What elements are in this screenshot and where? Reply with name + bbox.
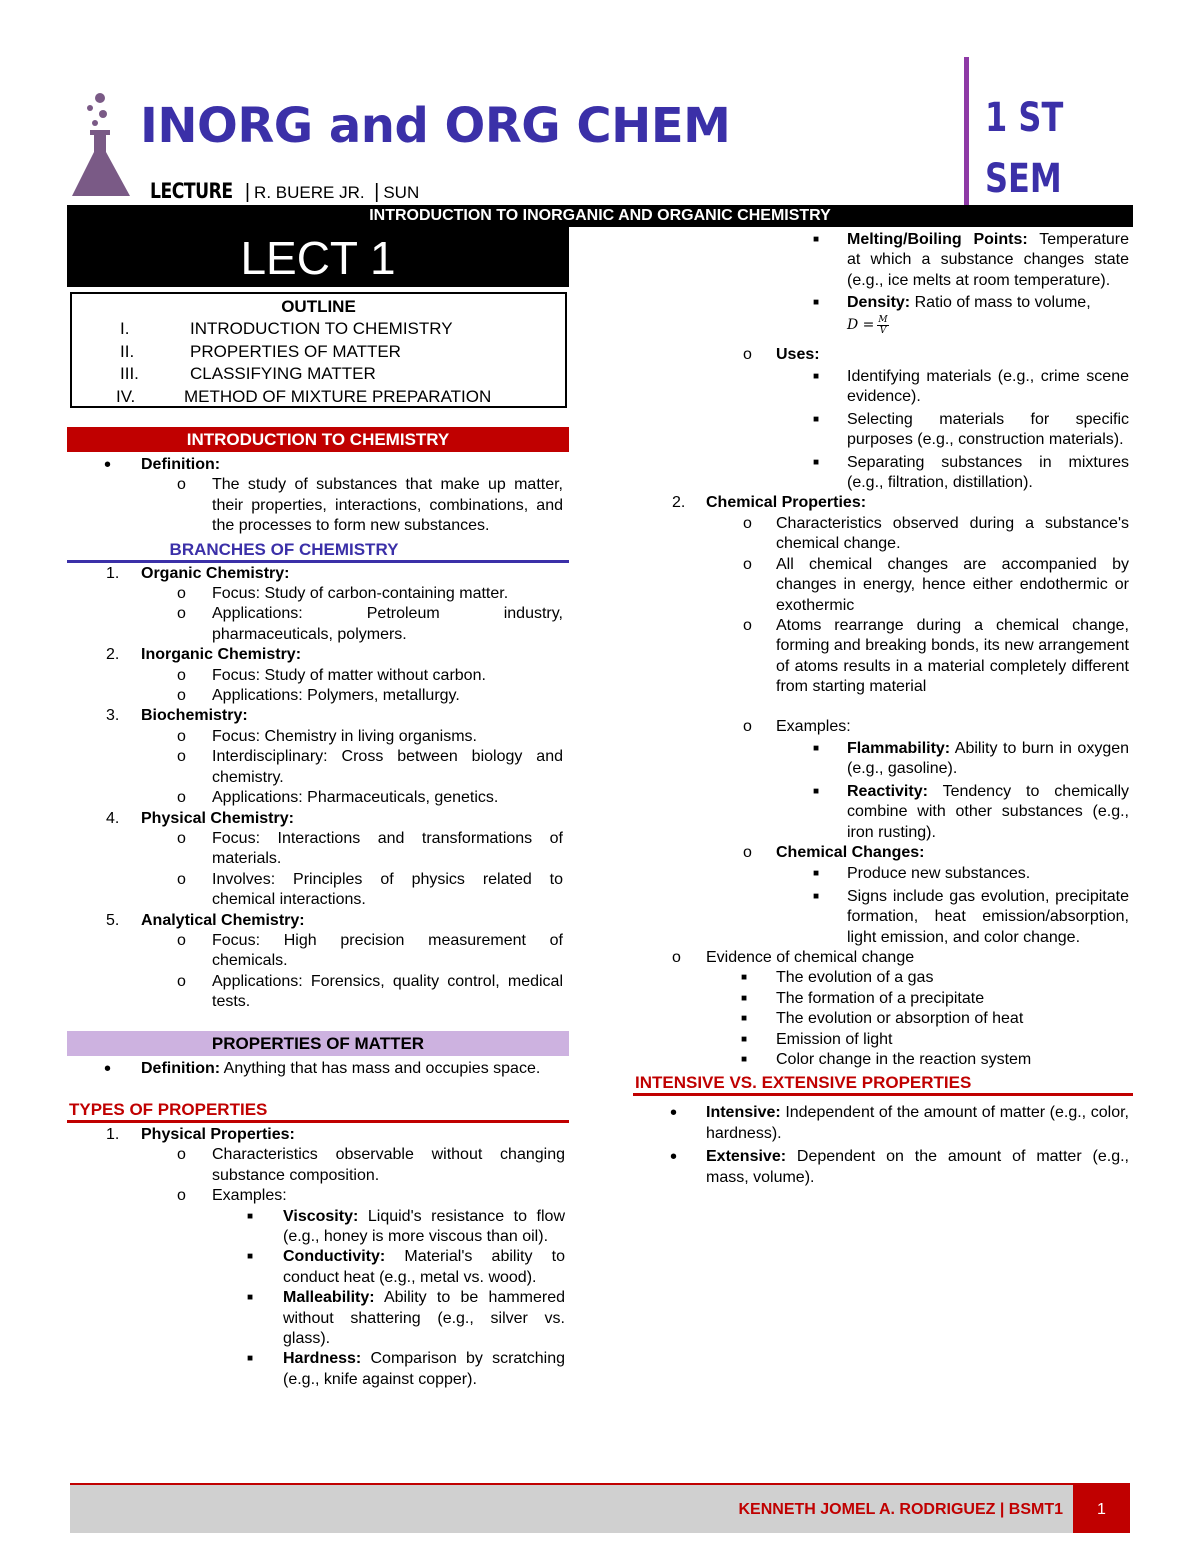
lecture-label: LECTURE xyxy=(150,179,233,203)
school-name: SUN xyxy=(383,183,420,202)
list-item: 2. Chemical Properties: xyxy=(672,494,867,512)
list-item: ■ Viscosity: Liquid's resistance to flow (e.g., honey is more viscous than oil). xyxy=(247,1207,565,1245)
left-column xyxy=(67,427,569,1390)
lecture-number: LECT 1 xyxy=(67,227,569,287)
semester-number: 1 ST xyxy=(985,95,1064,141)
list-item: o Involves: Principles of physics related to chemical interactions. xyxy=(177,870,563,909)
list-item: 3. Biochemistry: xyxy=(106,707,248,725)
flask-icon xyxy=(70,92,132,200)
section-heading-matter: PROPERTIES OF MATTER xyxy=(67,1031,569,1056)
list-item: ■ Conductivity: Material's ability to conduct heat (e.g., metal vs. wood). xyxy=(247,1248,565,1286)
section-heading-branches: BRANCHES OF CHEMISTRY xyxy=(67,539,569,563)
formula-denominator: V xyxy=(879,326,887,337)
list-item: ■ Signs include gas evolution, precipitate formation, heat emission/absorption, light emission, and color change. xyxy=(813,887,1129,946)
list-item: ■ Color change in the reaction system xyxy=(741,1051,1032,1069)
list-item: o The study of substances that make up matter, their properties, interactions, combinations, and the processes to form new substances. xyxy=(177,476,563,535)
right-column xyxy=(633,230,1133,1188)
list-item: o Examples: xyxy=(743,717,851,735)
list-item: o All chemical changes are accompanied by changes in energy, hence either endothermic or exothermic xyxy=(743,555,1129,614)
formula-numerator: M xyxy=(878,315,888,326)
list-item: ■ Hardness: Comparison by scratching (e.g., knife against copper). xyxy=(247,1350,566,1388)
list-item: o Focus: Interactions and transformations of materials. xyxy=(177,829,563,868)
list-item: o Evidence of chemical change xyxy=(672,949,915,966)
list-item: o Applications: Petroleum industry, pharmaceuticals, polymers. xyxy=(177,605,563,643)
list-item: • Definition: xyxy=(104,454,221,476)
list-item: ■ Reactivity: Tendency to chemically combine with other substances (e.g., iron rusting). xyxy=(813,782,1129,841)
list-item: ■ Malleability: Ability to be hammered without shattering (e.g., silver vs. glass). xyxy=(247,1289,565,1348)
list-item: ■ Melting/Boiling Points: Temperature at which a substance changes state (e.g., ice melts at room temperature). xyxy=(813,231,1130,289)
list-item: o Focus: High precision measurement of chemicals. xyxy=(177,931,563,970)
section-heading-types: TYPES OF PROPERTIES xyxy=(67,1099,569,1123)
list-item: ■ The evolution of a gas xyxy=(741,969,934,987)
list-item: • Extensive: Dependent on the amount of matter (e.g., mass, volume). xyxy=(670,1146,1129,1186)
list-item: ■ Emission of light xyxy=(741,1030,893,1048)
list-item: ■ The evolution or absorption of heat xyxy=(741,1010,1024,1028)
list-item: o Characteristics observed during a substance's chemical change. xyxy=(743,514,1129,553)
outline-item: II. PROPERTIES OF MATTER xyxy=(120,341,401,361)
topic-banner: INTRODUCTION TO INORGANIC AND ORGANIC CHEMISTRY xyxy=(67,205,1133,227)
list-item: 1. Organic Chemistry: xyxy=(106,564,290,582)
list-item: o Atoms rearrange during a chemical change, forming and breaking bonds, its new arrangement of atoms results in a material completely different from starting material xyxy=(743,616,1129,696)
outline-item: III. CLASSIFYING MATTER xyxy=(120,364,376,383)
list-item: • Intensive: Independent of the amount of matter (e.g., color, hardness). xyxy=(670,1102,1129,1142)
list-item: o Applications: Forensics, quality control, medical tests. xyxy=(177,972,563,1011)
list-item: o Examples: xyxy=(177,1187,287,1205)
list-item: 4. Physical Chemistry: xyxy=(106,809,294,827)
section-heading-intro: INTRODUCTION TO CHEMISTRY xyxy=(67,427,569,452)
list-item: o Applications: Polymers, metallurgy. xyxy=(177,687,460,705)
list-item: ■ The formation of a precipitate xyxy=(741,989,985,1007)
list-item: o Applications: Pharmaceuticals, genetics. xyxy=(177,789,499,807)
outline-item: IV. METHOD OF MIXTURE PREPARATION xyxy=(116,386,492,406)
section-heading-intensive-extensive: INTENSIVE VS. EXTENSIVE PROPERTIES xyxy=(633,1072,1133,1096)
footer-author: KENNETH JOMEL A. RODRIGUEZ | BSMT1 xyxy=(70,1485,1073,1533)
list-item: 5. Analytical Chemistry: xyxy=(106,911,305,929)
list-item: ■ Selecting materials for specific purposes (e.g., construction materials). xyxy=(813,410,1129,449)
list-item: ■ Produce new substances. xyxy=(813,865,1031,883)
outline-item: I. INTRODUCTION TO CHEMISTRY xyxy=(120,319,453,338)
header-divider xyxy=(964,57,969,205)
list-item: o Focus: Study of carbon-containing matter. xyxy=(177,585,509,603)
list-item: ■ Flammability: Ability to burn in oxygen (e.g., gasoline). xyxy=(813,739,1130,778)
list-item: 1. Physical Properties: xyxy=(106,1125,295,1143)
list-item: ■ Density: Ratio of mass to volume, xyxy=(813,294,1091,312)
list-item: o Uses: xyxy=(743,345,820,363)
semester-label xyxy=(985,88,1063,210)
list-item: ■ Identifying materials (e.g., crime scene evidence). xyxy=(813,368,1129,406)
list-item: o Focus: Chemistry in living organisms. xyxy=(177,727,477,745)
list-item: ■ Separating substances in mixtures (e.g., filtration, distillation). xyxy=(813,453,1129,492)
list-item: o Characteristics observable without changing substance composition. xyxy=(177,1146,565,1184)
list-item: o Focus: Study of matter without carbon. xyxy=(177,666,486,684)
semester-word: SEM xyxy=(985,156,1062,202)
list-item: o Interdisciplinary: Cross between biology and chemistry. xyxy=(177,748,563,786)
document-title: INORG and ORG CHEM xyxy=(140,98,731,154)
lecturer-name: R. BUERE JR. xyxy=(254,183,365,202)
outline-title: OUTLINE xyxy=(281,297,356,316)
page-number: 1 xyxy=(1073,1485,1130,1533)
list-item: o Chemical Changes: xyxy=(743,843,925,861)
list-item: • Definition: Anything that has mass and occupies space. xyxy=(104,1057,541,1080)
density-formula: D = $\frac{M}{V}$ xyxy=(847,315,888,337)
lecture-line: LECTURE | R. BUERE JR. | SUN xyxy=(150,179,420,203)
outline-box xyxy=(70,292,567,408)
list-item: 2. Inorganic Chemistry: xyxy=(106,646,302,664)
